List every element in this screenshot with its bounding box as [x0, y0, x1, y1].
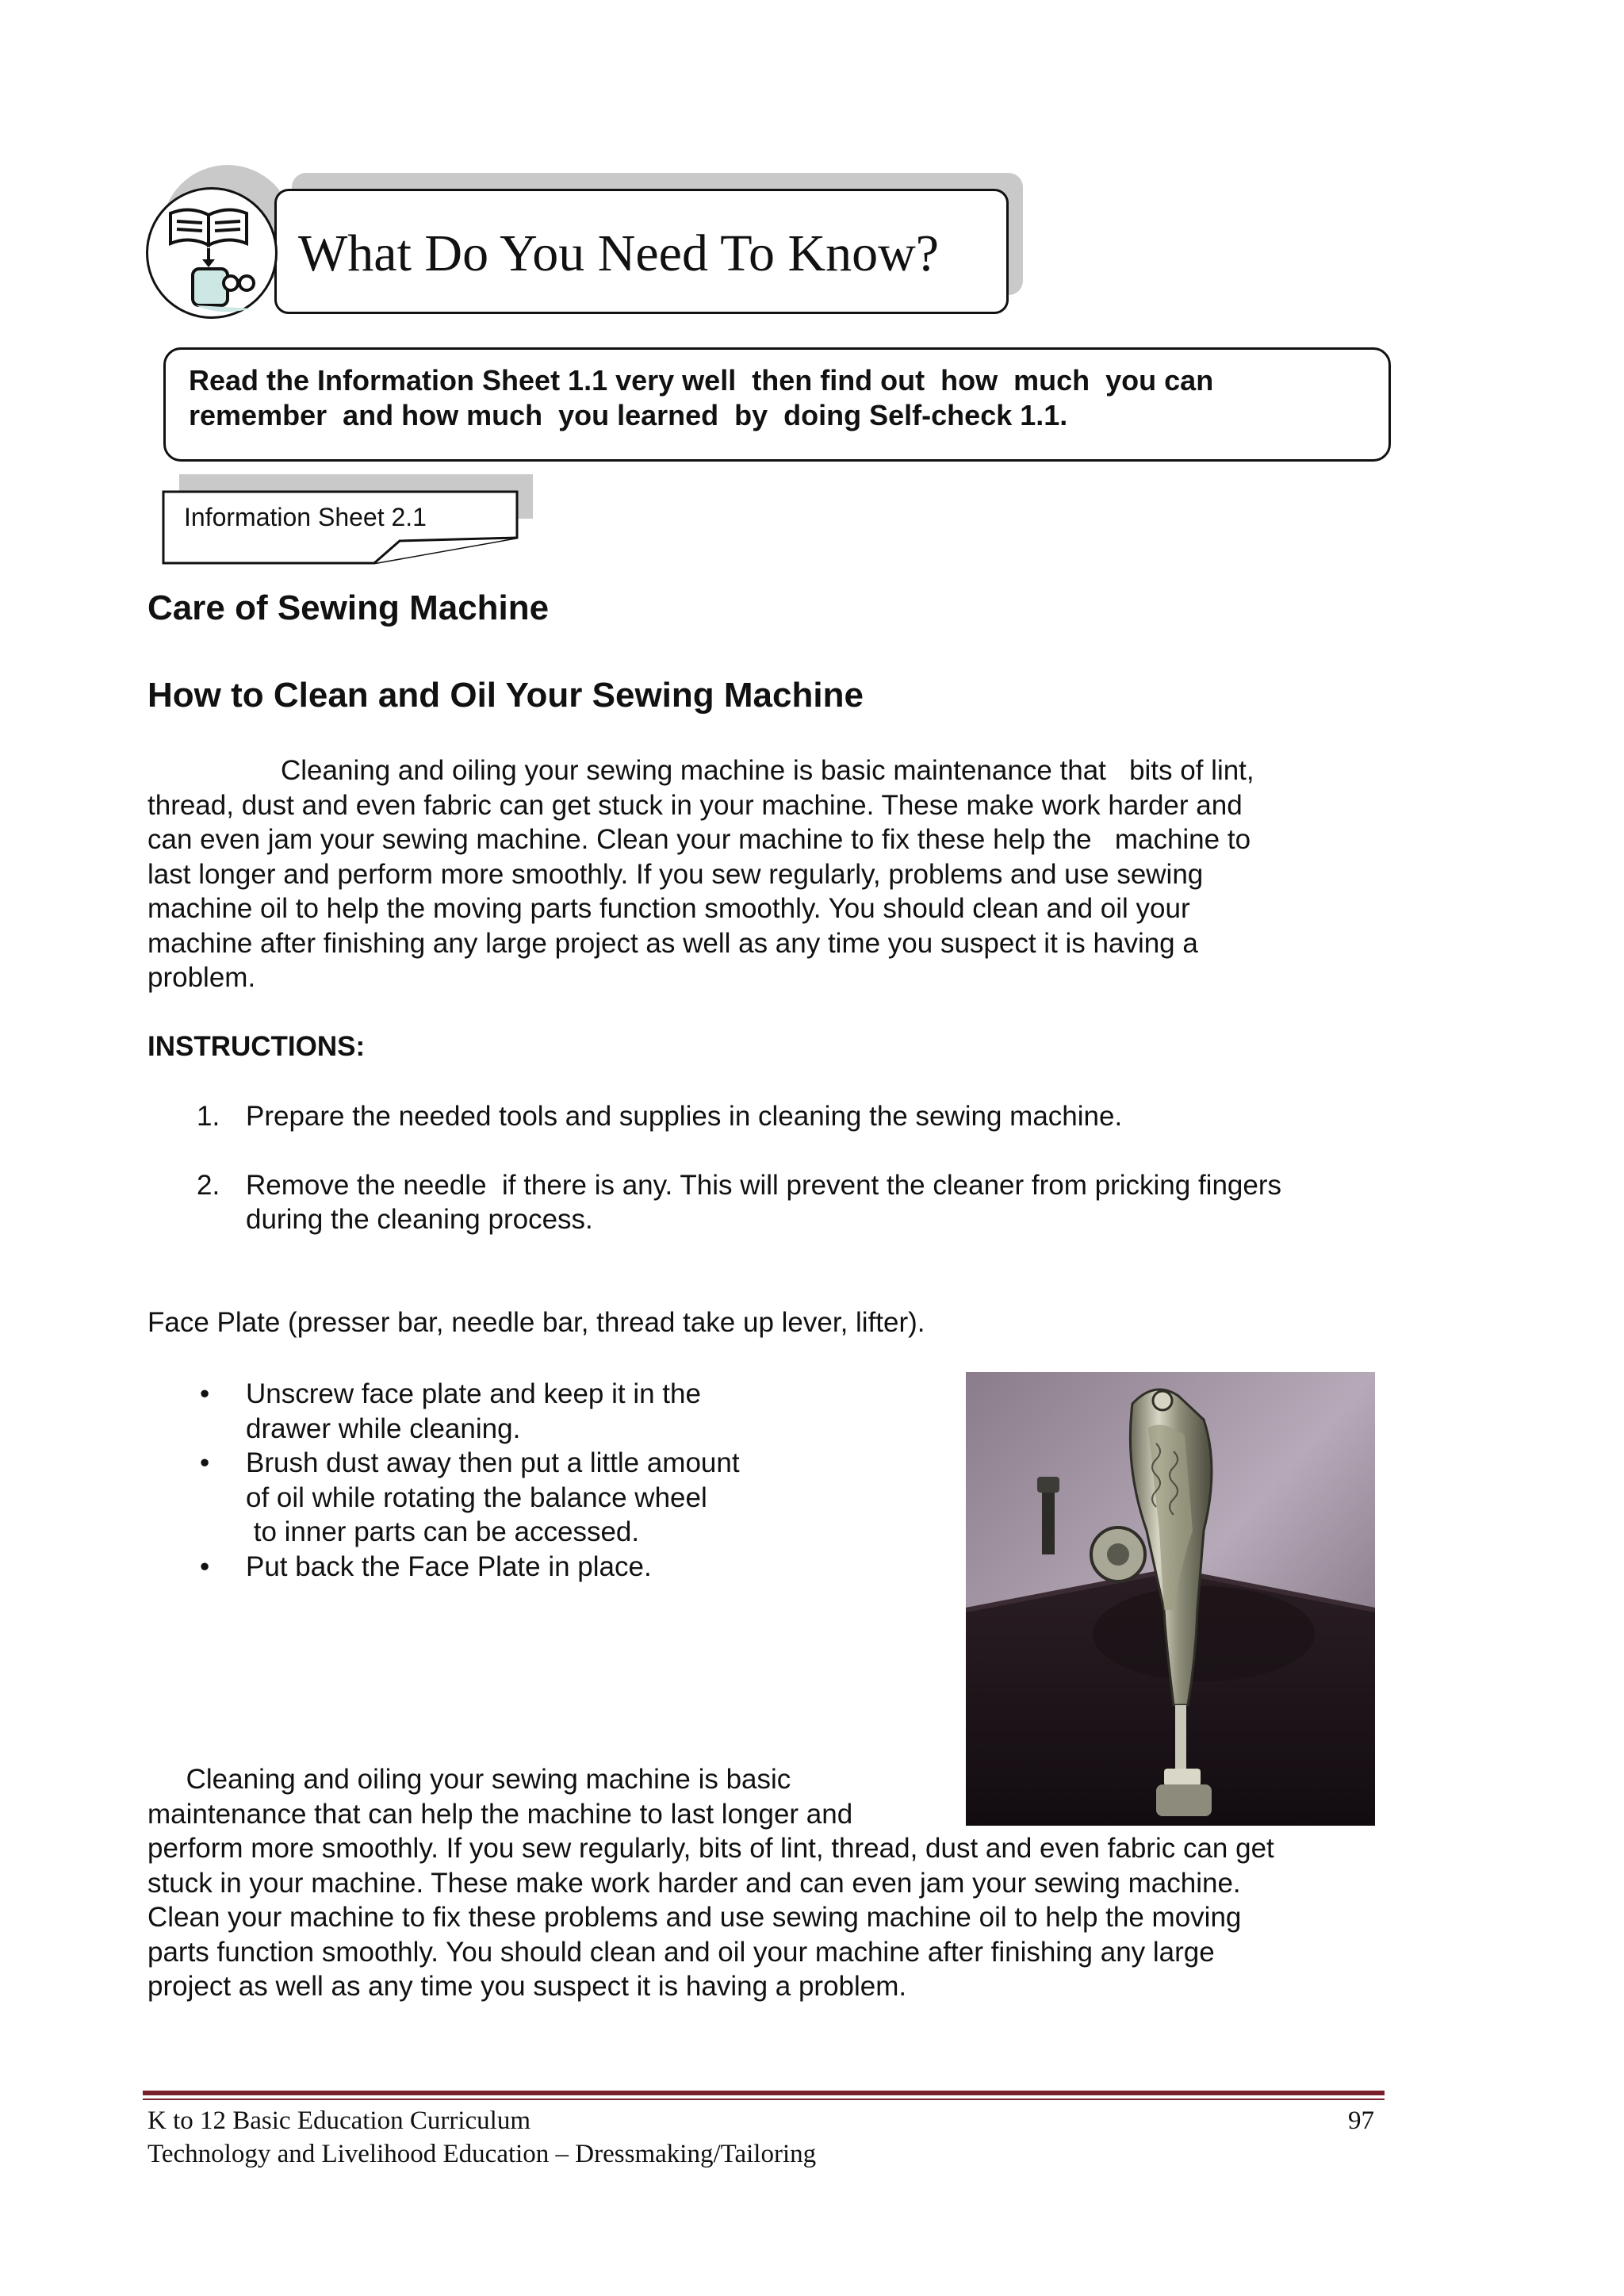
- step-text: Prepare the needed tools and supplies in cleaning the sewing machine.: [246, 1101, 1123, 1132]
- instruction-text: [189, 363, 1362, 433]
- step-text: during the cleaning process.: [246, 1204, 593, 1235]
- intro-paragraph: [147, 753, 1385, 995]
- bullet-icon: •: [200, 1447, 210, 1478]
- bullet-text: Unscrew face plate and keep it in the: [246, 1378, 701, 1409]
- para1-line: last longer and perform more smoothly. If you sew regularly, problems and use sewing: [147, 858, 1204, 890]
- footer-subject: Technology and Livelihood Education – Dressmaking/Tailoring: [147, 2140, 817, 2168]
- instructions-heading: INSTRUCTIONS:: [147, 1031, 366, 1062]
- step-number: 2.: [197, 1169, 220, 1201]
- para1-line: machine after finishing any large project as well as any time you suspect it is having a: [147, 927, 1198, 959]
- instruction-line-1: Read the Information Sheet 1.1 very well then find out how much you can: [189, 364, 1214, 397]
- para2-line: Cleaning and oiling your sewing machine is basic: [147, 1764, 791, 1795]
- page-number: 97: [1348, 2106, 1374, 2135]
- face-plate-intro: Face Plate (presser bar, needle bar, thread take up lever, lifter).: [147, 1307, 925, 1338]
- para1-line: thread, dust and even fabric can get stuck in your machine. These make work harder and: [147, 789, 1243, 821]
- para2-line: maintenance that can help the machine to last longer and: [147, 1798, 853, 1830]
- para2-line: perform more smoothly. If you sew regularly, bits of lint, thread, dust and even fabric can get: [147, 1833, 1274, 1864]
- para1-line: Cleaning and oiling your sewing machine is basic maintenance that bits of lint,: [281, 755, 1254, 786]
- section-subtitle: How to Clean and Oil Your Sewing Machine: [147, 676, 864, 715]
- list-item: [147, 1446, 940, 1550]
- bullet-text: drawer while cleaning.: [246, 1412, 521, 1444]
- para2-line: project as well as any time you suspect it is having a problem.: [147, 1971, 907, 2002]
- step-number: 1.: [197, 1101, 220, 1132]
- face-plate-bullets: [147, 1377, 940, 1584]
- para1-line: can even jam your sewing machine. Clean your machine to fix these help the machine to: [147, 824, 1251, 855]
- list-item: [147, 1550, 940, 1585]
- para2-line: stuck in your machine. These make work harder and can even jam your sewing machine.: [147, 1867, 1241, 1899]
- bullet-text: of oil while rotating the balance wheel: [246, 1481, 707, 1513]
- book-reader-icon: [148, 190, 275, 316]
- section-title: Care of Sewing Machine: [147, 588, 550, 627]
- para1-line: machine oil to help the moving parts function smoothly. You should clean and oil your: [147, 893, 1190, 924]
- footer-rule: [143, 2091, 1385, 2095]
- list-item: [147, 1168, 1385, 1237]
- footer-rule-thin: [143, 2099, 1385, 2100]
- banner-icon-circle: [146, 187, 278, 319]
- bullet-text: to inner parts can be accessed.: [246, 1516, 640, 1547]
- bullet-text: Brush dust away then put a little amount: [246, 1447, 740, 1478]
- bullet-text: Put back the Face Plate in place.: [246, 1550, 652, 1582]
- instruction-line-2: remember and how much you learned by doing Self-check 1.1.: [189, 399, 1068, 431]
- bullet-icon: •: [200, 1550, 210, 1582]
- instructions-list: [147, 1099, 1385, 1271]
- bullet-icon: •: [200, 1378, 210, 1409]
- para2-line: Clean your machine to fix these problems and use sewing machine oil to help the moving: [147, 1902, 1242, 1933]
- para1-line: problem.: [147, 962, 256, 993]
- info-sheet-label: Information Sheet 2.1: [184, 503, 427, 531]
- para2-line: parts function smoothly. You should clean and oil your machine after finishing any large: [147, 1936, 1215, 1968]
- footer-curriculum: K to 12 Basic Education Curriculum: [147, 2106, 530, 2135]
- closing-paragraph: [147, 1762, 1400, 2004]
- list-item: [147, 1099, 1385, 1134]
- banner-title: What Do You Need To Know?: [298, 224, 940, 282]
- step-text: Remove the needle if there is any. This will prevent the cleaner from pricking fingers: [246, 1169, 1281, 1201]
- sewing-machine-image: [966, 1372, 1375, 1826]
- sewing-machine-photo: [966, 1372, 1375, 1826]
- list-item: [147, 1377, 940, 1446]
